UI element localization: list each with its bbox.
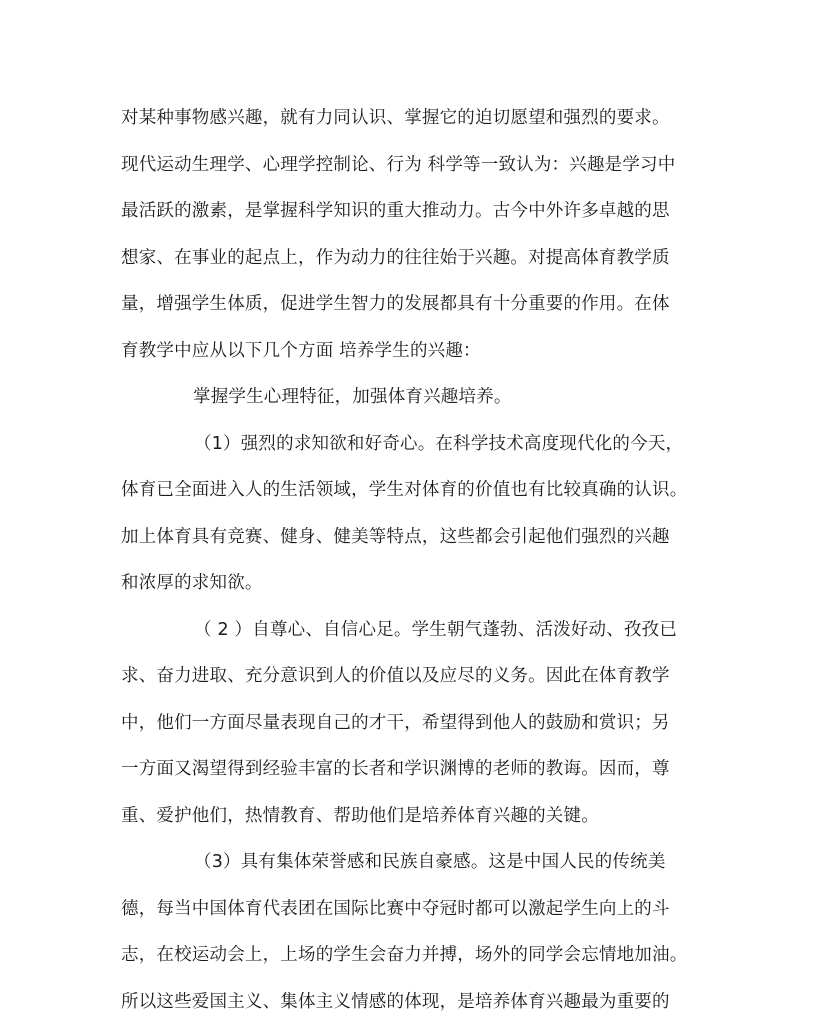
text-line: 志，在校运动会上，上场的学生会奋力并搏，场外的同学会忘情地加油。 [121, 945, 688, 965]
text-line: 想家、在事业的起点上，作为动力的往往始于兴趣。对提高体育教学质 [121, 248, 670, 268]
text-line: 加上体育具有竞赛、健身、健美等特点，这些都会引起他们强烈的兴趣 [121, 527, 670, 547]
text-line: 最活跃的激素，是掌握科学知识的重大推动力。古今中外许多卓越的思 [121, 201, 670, 221]
text-line: 一方面又渴望得到经验丰富的长者和学识渊博的老师的教诲。因而，尊 [121, 759, 670, 779]
text-line: 和浓厚的求知欲。 [121, 573, 263, 593]
text-line: 重、爱护他们，热情教育、帮助他们是培养体育兴趣的关键。 [121, 806, 599, 826]
text-line: 现代运动生理学、心理学控制论、行为 科学等一致认为：兴趣是学习中 [121, 155, 676, 175]
text-line: 所以这些爱国主义、集体主义情感的体现，是培养体育兴趣最为重要的 [121, 992, 670, 1012]
text-line: 求、奋力进取、充分意识到人的价值以及应尽的义务。因此在体育教学 [121, 666, 670, 686]
text-line: 对某种事物感兴趣，就有力同认识、掌握它的迫切愿望和强烈的要求。 [121, 108, 670, 128]
text-line: 中，他们一方面尽量表现自己的才干，希望得到他人的鼓励和赏识；另 [121, 713, 670, 733]
text-line: 体育已全面进入人的生活领域，学生对体育的价值也有比较真确的认识。 [121, 480, 688, 500]
text-line: （ 2 ）自尊心、自信心足。学生朝气蓬勃、活泼好动、孜孜已 [194, 620, 678, 640]
text-line: 量，增强学生体质，促进学生智力的发展都具有十分重要的作用。在体 [121, 294, 670, 314]
text-line: （1）强烈的求知欲和好奇心。在科学技术高度现代化的今天， [194, 434, 684, 454]
text-line: 德，每当中国体育代表团在国际比赛中夺冠时都可以激起学生向上的斗 [121, 899, 670, 919]
section-heading: 掌握学生心理特征，加强体育兴趣培养。 [193, 387, 512, 407]
text-line: 育教学中应从以下几个方面 培养学生的兴趣： [121, 341, 481, 361]
text-line: （3）具有集体荣誉感和民族自豪感。这是中国人民的传统美 [194, 852, 666, 872]
